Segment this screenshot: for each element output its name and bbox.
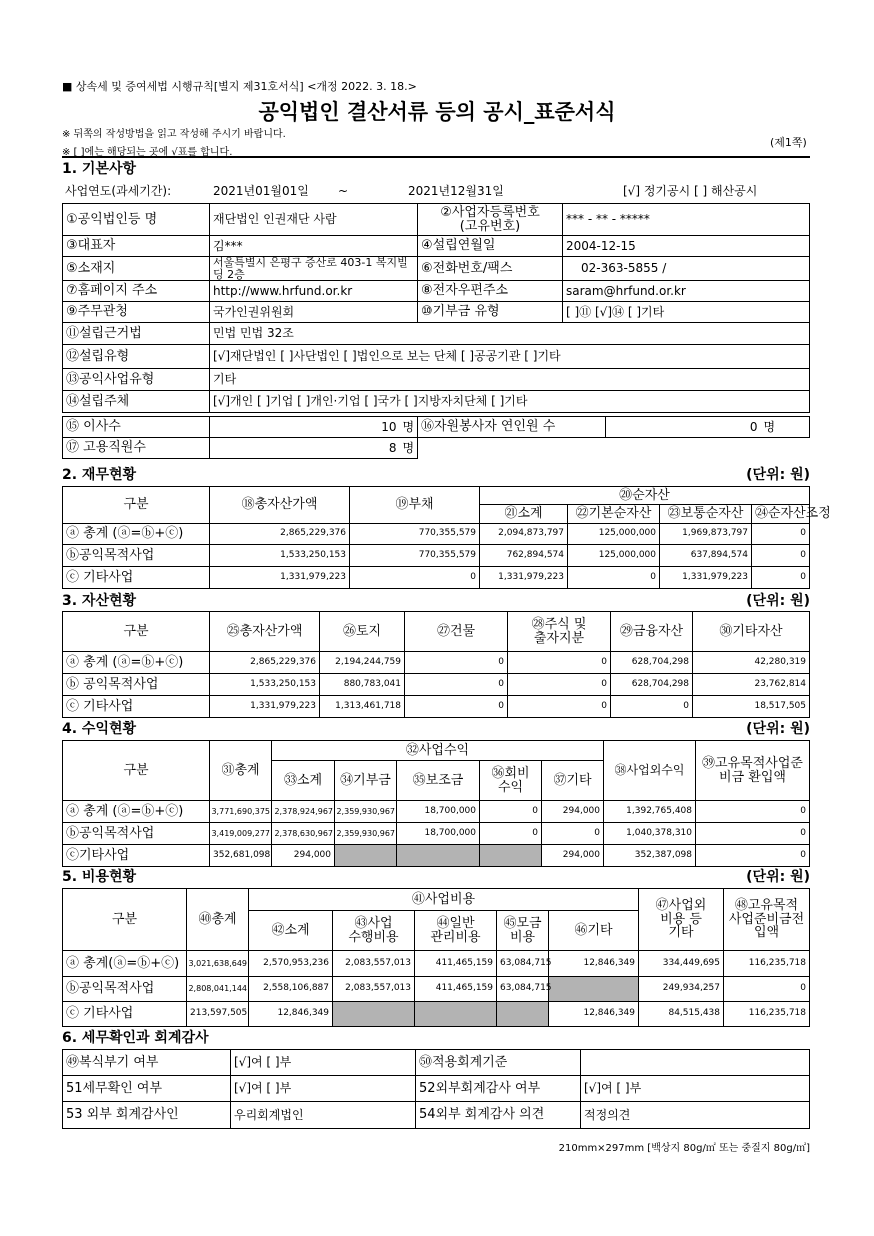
table-row [63,652,810,674]
rev-h-total: ㉛총계 [210,741,272,801]
external-audit-label: 52외부회계감사 여부 [416,1076,581,1102]
form-law-reference: ■ 상속세 및 증여세법 시행규칙[별지 제31호서식] <개정 2022. 3. 18.> [62,80,417,93]
address-label: ⑤소재지 [63,257,210,281]
cell: 84,515,438 [639,1002,724,1027]
email-value: saram@hrfund.or.kr [563,281,810,302]
assets-h-building: ㉗건물 [405,612,508,652]
assets-h-stock: ㉘주식 및 출자지분 [508,612,611,652]
cell: 63,084,715 [497,977,549,1002]
assets-table [62,611,810,718]
cell: 42,280,319 [693,652,810,674]
period-end: 2021년12월31일 [408,183,504,198]
section-1-title: 1. 기본사항 [62,161,137,177]
cell: 249,934,257 [639,977,724,1002]
rev-h-other: ㊳사업외수익 [604,741,696,801]
cell-disabled [415,1002,497,1027]
cell: 23,762,814 [693,674,810,696]
cell-disabled [549,977,639,1002]
table-row [63,951,810,977]
cell: 1,533,250,153 [210,674,320,696]
legal-basis-value: 민법 민법 32조 [210,323,810,345]
rev-h-reserve: ㊴고유목적사업준 비금 환입액 [696,741,810,801]
cell: 116,235,718 [724,951,810,977]
rev-h-grant: ㉟보조금 [397,761,480,801]
exp-h-biz: ㊶사업비용 [249,889,639,911]
row-label: ⓑ공익목적사업 [63,823,210,845]
business-type-label: ⑬공익사업유형 [63,369,210,391]
cell: 2,378,924,967 [272,801,335,823]
fin-h-adj: ㉔순자산조정 [752,505,810,524]
basic-info-table [62,203,810,413]
form-page-number: (제1쪽) [770,136,807,149]
founder-label: ⑭설립주체 [63,391,210,413]
table-row [63,801,810,823]
ministry-label: ⑨주무관청 [63,302,210,323]
directors-value: 10 [210,417,400,438]
email-label: ⑧전자우편주소 [418,281,563,302]
row-label: ⓑ공익목적사업 [63,977,187,1002]
cell: 18,700,000 [397,823,480,845]
instruction-note-2: ※ [ ]에는 해당되는 곳에 √표를 합니다. [62,147,233,158]
table-row [63,524,810,545]
cell: 12,846,349 [549,1002,639,1027]
exp-h-reserve: ㊽고유목적 사업준비금전 입액 [724,889,810,951]
auditor-label: 53 외부 회계감사인 [63,1102,231,1129]
cell: 213,597,505 [187,1002,249,1027]
accounting-standard-value [581,1050,810,1076]
exp-h-admin: ㊹일반 관리비용 [415,911,497,951]
cell: 0 [480,823,542,845]
ministry-value: 국가인권위원회 [210,302,418,323]
headcount-table [62,416,810,459]
org-name-label: ①공익법인등 명 [63,204,210,236]
cell: 0 [508,674,611,696]
est-date-value: 2004-12-15 [563,236,810,257]
cell: 125,000,000 [568,545,660,567]
cell: 352,387,098 [604,845,696,867]
cell: 628,704,298 [611,652,693,674]
cell: 762,894,574 [480,545,568,567]
rev-h-biz: ㉜사업수익 [272,741,604,761]
bookkeeping-label: ㊾복식부기 여부 [63,1050,231,1076]
financial-table [62,486,831,589]
period-row [62,180,810,202]
cell: 0 [752,567,810,589]
cell-disabled [333,1002,415,1027]
table-row [63,977,810,1002]
exp-h-sub: ㊷소계 [249,911,333,951]
row-label: ⓐ 총계 (ⓐ=ⓑ+ⓒ) [63,652,210,674]
row-label: ⓒ 기타사업 [63,567,210,589]
cell: 2,378,630,967 [272,823,335,845]
cell: 1,533,250,153 [210,545,350,567]
row-label: ⓐ 총계 (ⓐ=ⓑ+ⓒ) [63,801,210,823]
directors-unit: 명 [400,417,418,438]
disclosure-type-checkbox[interactable]: [√] 정기공시 [ ] 해산공시 [623,183,758,198]
cell: 1,392,765,408 [604,801,696,823]
cell: 116,235,718 [724,1002,810,1027]
cell-disabled [397,845,480,867]
accounting-standard-label: ㊿적용회계기준 [416,1050,581,1076]
section-divider [62,156,810,158]
assets-h-other: ㉚기타자산 [693,612,810,652]
section-5-unit: (단위: 원) [746,869,810,885]
section-3-title: 3. 자산현황 [62,593,137,609]
exp-h-total: ㊵총계 [187,889,249,951]
row-label: ⓒ기타사업 [63,845,210,867]
cell: 12,846,349 [249,1002,333,1027]
cell: 0 [480,801,542,823]
cell: 0 [752,524,810,545]
cell: 294,000 [542,845,604,867]
fin-h-sub: ㉑소계 [480,505,568,524]
section-6-title: 6. 세무확인과 회계감사 [62,1030,209,1046]
business-type-value: 기타 [210,369,810,391]
cell: 2,865,229,376 [210,652,320,674]
address-value: 서울특별시 은평구 증산로 403-1 복지빌딩 2층 [210,257,418,281]
cell: 63,084,715 [497,951,549,977]
rev-h-etc: ㊲기타 [542,761,604,801]
fin-h-assets: ⑱총자산가액 [210,487,350,524]
legal-basis-label: ⑪설립근거법 [63,323,210,345]
cell: 0 [542,823,604,845]
cell: 2,570,953,236 [249,951,333,977]
cell: 0 [508,696,611,718]
row-label: ⓐ 총계 (ⓐ=ⓑ+ⓒ) [63,524,210,545]
audit-table [62,1049,810,1129]
cell: 0 [405,696,508,718]
rev-h-fee: ㊱회비 수익 [480,761,542,801]
employees-unit: 명 [400,438,418,459]
cell: 0 [568,567,660,589]
external-audit-checkbox[interactable]: [√]여 [ ]부 [581,1076,810,1102]
homepage-link[interactable]: http://www.hrfund.or.kr [210,281,418,302]
cell: 2,865,229,376 [210,524,350,545]
bizno-label: ②사업자등록번호 (고유번호) [418,204,563,236]
cell: 0 [752,545,810,567]
donation-type-checkbox[interactable]: [ ]⑪ [√]⑭ [ ]기타 [563,302,810,323]
table-row [63,674,810,696]
cell: 0 [611,696,693,718]
cell: 1,313,461,718 [320,696,405,718]
cell: 0 [405,652,508,674]
row-label: ⓒ 기타사업 [63,696,210,718]
section-3-unit: (단위: 원) [746,593,810,609]
page-title: 공익법인 결산서류 등의 공시_표준서식 [258,100,616,124]
exp-h-div: 구분 [63,889,187,951]
audit-opinion-value: 적정의견 [581,1102,810,1129]
exp-h-etc: ㊻기타 [549,911,639,951]
org-name-value: 재단법인 인권재단 사람 [210,204,418,236]
cell: 1,040,378,310 [604,823,696,845]
cell: 0 [696,823,810,845]
cell: 770,355,579 [350,545,480,567]
cell: 125,000,000 [568,524,660,545]
cell: 637,894,574 [660,545,752,567]
cell: 3,771,690,375 [210,801,272,823]
volunteers-value: 0 [606,417,761,438]
table-row [63,823,810,845]
cell: 2,094,873,797 [480,524,568,545]
cell: 3,419,009,277 [210,823,272,845]
representative-value: 김*** [210,236,418,257]
row-label: ⓑ 공익목적사업 [63,674,210,696]
table-row [63,567,810,589]
est-date-label: ④설립연월일 [418,236,563,257]
volunteers-label: ⑯자원봉사자 연인원 수 [418,417,606,438]
period-tilde: ~ [338,183,349,198]
cell: 352,681,098 [210,845,272,867]
cell: 1,331,979,223 [210,567,350,589]
tax-check-label: 51세무확인 여부 [63,1076,231,1102]
rev-h-div: 구분 [63,741,210,801]
fin-h-liab: ⑲부채 [350,487,480,524]
revenue-table [62,740,810,867]
period-label: 사업연도(과세기간): [65,183,172,198]
exp-h-fund: ㊺모금 비용 [497,911,549,951]
row-label: ⓐ 총계(ⓐ=ⓑ+ⓒ) [63,951,187,977]
cell: 2,083,557,013 [333,951,415,977]
cell: 411,465,159 [415,977,497,1002]
phone-label: ⑥전화번호/팩스 [418,257,563,281]
assets-h-div: 구분 [63,612,210,652]
cell-disabled [497,1002,549,1027]
cell: 2,808,041,144 [187,977,249,1002]
est-type-checkbox[interactable]: [√]재단법인 [ ]사단법인 [ ]법인으로 보는 단체 [ ]공공기관 [ ]기타 [210,345,810,369]
paper-spec-footer: 210mm×297mm [백상지 80g/㎡ 또는 중질지 80g/㎡] [558,1143,810,1154]
homepage-label: ⑦홈페이지 주소 [63,281,210,302]
table-row [63,696,810,718]
period-start: 2021년01월01일 [213,183,309,198]
cell: 334,449,695 [639,951,724,977]
fin-h-normal: ㉓보통순자산 [660,505,752,524]
bookkeeping-checkbox[interactable]: [√]여 [ ]부 [231,1050,416,1076]
auditor-value: 우리회계법인 [231,1102,416,1129]
cell: 0 [350,567,480,589]
rev-h-sub: ㉝소계 [272,761,335,801]
cell: 2,083,557,013 [333,977,415,1002]
cell: 0 [508,652,611,674]
cell: 12,846,349 [549,951,639,977]
cell: 2,359,930,967 [335,801,397,823]
cell: 1,331,979,223 [480,567,568,589]
representative-label: ③대표자 [63,236,210,257]
donation-type-label: ⑩기부금 유형 [418,302,563,323]
section-4-title: 4. 수익현황 [62,721,137,737]
exp-h-other: ㊼사업외 비용 등 기타 [639,889,724,951]
cell: 294,000 [272,845,335,867]
founder-checkbox[interactable]: [√]개인 [ ]기업 [ ]개인·기업 [ ]국가 [ ]지방자치단체 [ ]기타 [210,391,810,413]
section-5-title: 5. 비용현황 [62,869,137,885]
cell: 770,355,579 [350,524,480,545]
bizno-value: *** - ** - ***** [563,204,810,236]
cell: 880,783,041 [320,674,405,696]
cell: 2,359,930,967 [335,823,397,845]
fin-h-net: ⑳순자산 [480,487,810,505]
cell: 2,194,244,759 [320,652,405,674]
cell: 0 [696,845,810,867]
est-type-label: ⑫설립유형 [63,345,210,369]
cell: 3,021,638,649 [187,951,249,977]
table-row [63,845,810,867]
cell: 18,700,000 [397,801,480,823]
row-label: ⓒ 기타사업 [63,1002,187,1027]
cell: 0 [724,977,810,1002]
assets-h-finance: ㉙금융자산 [611,612,693,652]
tax-check-checkbox[interactable]: [√]여 [ ]부 [231,1076,416,1102]
cell: 1,331,979,223 [660,567,752,589]
cell: 1,969,873,797 [660,524,752,545]
cell: 2,558,106,887 [249,977,333,1002]
employees-value: 8 [210,438,400,459]
exp-h-perf: ㊸사업 수행비용 [333,911,415,951]
fin-h-basic: ㉒기본순자산 [568,505,660,524]
assets-h-land: ㉖토지 [320,612,405,652]
cell: 1,331,979,223 [210,696,320,718]
volunteers-unit: 명 [761,417,810,438]
phone-value: 02-363-5855 / [563,257,810,281]
table-row [63,1002,810,1027]
assets-h-total: ㉕총자산가액 [210,612,320,652]
audit-opinion-label: 54외부 회계감사 의견 [416,1102,581,1129]
cell: 0 [405,674,508,696]
expense-table [62,888,810,1027]
section-2-title: 2. 재무현황 [62,467,137,483]
section-4-unit: (단위: 원) [746,721,810,737]
cell: 628,704,298 [611,674,693,696]
section-2-unit: (단위: 원) [746,467,810,483]
cell: 294,000 [542,801,604,823]
rev-h-don: ㉞기부금 [335,761,397,801]
cell: 0 [696,801,810,823]
cell-disabled [335,845,397,867]
employees-label: ⑰ 고용직원수 [63,438,210,459]
row-label: ⓑ공익목적사업 [63,545,210,567]
cell: 411,465,159 [415,951,497,977]
fin-h-div: 구분 [63,487,210,524]
instruction-note-1: ※ 뒤쪽의 작성방법을 읽고 작성해 주시기 바랍니다. [62,129,286,140]
table-row [63,545,810,567]
cell: 18,517,505 [693,696,810,718]
directors-label: ⑮ 이사수 [63,417,210,438]
cell-disabled [480,845,542,867]
